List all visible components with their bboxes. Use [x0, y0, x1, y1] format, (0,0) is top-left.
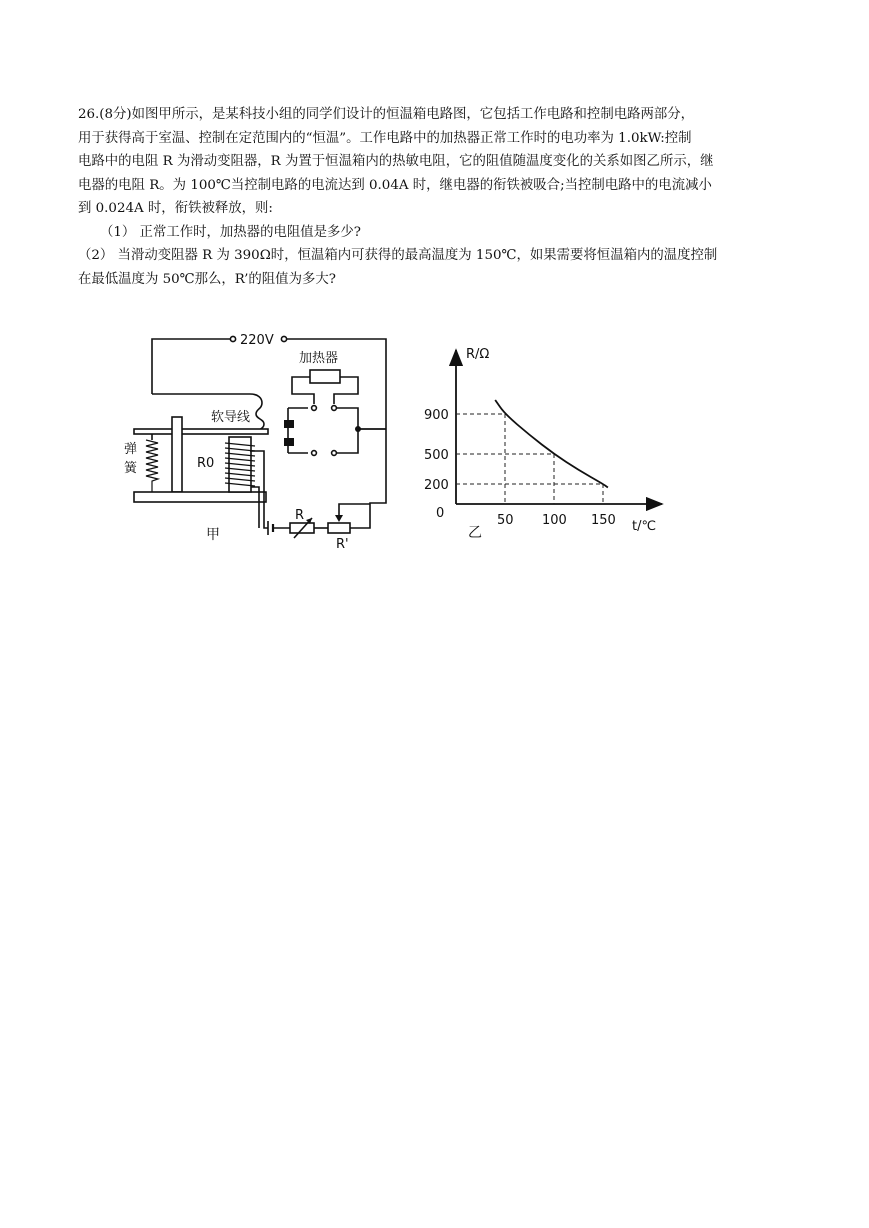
r0-label: R0 [197, 456, 215, 471]
upper-insulator [284, 420, 294, 428]
contact-wire-upper [336, 408, 386, 429]
upper-contact-right [332, 406, 337, 411]
y-tick-label: 200 [424, 478, 449, 493]
spring-label-2: 簧 [124, 461, 138, 476]
x-tick-label: 150 [591, 513, 616, 528]
question-line: 用于获得高于室温、控制在定范围内的“恒温”。工作电路中的加热器正常工作时的电功率为 1.0kW:控制 [78, 130, 692, 146]
upper-contact-left [312, 406, 317, 411]
rheostat-r-prime [328, 523, 350, 533]
heater-resistor [310, 370, 340, 383]
x-axis-label: t/℃ [632, 519, 657, 534]
origin-label: 0 [436, 506, 445, 521]
terminal-left [230, 336, 235, 341]
y-axis-label: R/Ω [466, 347, 490, 362]
question-text [78, 103, 793, 291]
control-wire-left [255, 451, 268, 528]
heater-label: 加热器 [299, 351, 339, 366]
voltage-label: 220V [240, 333, 274, 348]
figure-caption-yi: 乙 [468, 525, 482, 541]
question-line: 26.(8分)如图甲所示，是某科技小组的同学们设计的恒温箱电路图，它包括工作电路和控制电路两部分， [78, 107, 695, 122]
supply-wire-left [152, 339, 230, 394]
relay-base [134, 492, 266, 502]
resistance-temperature-chart [416, 330, 676, 550]
question-line: 电路中的电阻 R 为滑动变阻器，R 为置于恒温箱内的热敏电阻，它的阻值随温度变化的关系如图乙所示，继 [78, 154, 714, 169]
spring-coil [146, 440, 158, 492]
question-line: 电器的电阻 R。为 100℃当控制电路的电流达到 0.04A 时，继电器的衔铁被吸合;当控制电路中的电流减小 [78, 177, 712, 193]
x-tick-label: 50 [497, 513, 514, 528]
soft-wire-label: 软导线 [211, 410, 251, 425]
series-curve [495, 400, 608, 488]
sub-question-2-line: （2） 当滑动变阻器 R 为 390Ω时，恒温箱内可获得的最高温度为 150℃，如果需要将恒温箱内的温度控制 [78, 248, 718, 263]
sub-question-2-line: 在最低温度为 50℃那么，R’的阻值为多大? [78, 271, 336, 287]
control-wire-right [350, 429, 386, 528]
slider-arrow [335, 515, 343, 522]
armature [134, 429, 268, 434]
x-tick-label: 100 [542, 513, 567, 528]
r-prime-label: R' [336, 537, 349, 552]
terminal-right [281, 336, 286, 341]
lower-contact-right [332, 451, 337, 456]
contact-wire-lower [336, 429, 358, 453]
figure-caption-jia: 甲 [206, 527, 220, 543]
question-line: 到 0.024A 时，衔铁被释放，则: [78, 201, 273, 216]
slider-wire [339, 504, 370, 517]
y-tick-label: 900 [424, 408, 449, 423]
pivot-post [172, 417, 182, 492]
y-tick-label: 500 [424, 448, 449, 463]
sub-question-1: （1） 正常工作时，加热器的电阻值是多少? [100, 224, 361, 240]
r-label: R [295, 508, 305, 523]
lower-contact-left [312, 451, 317, 456]
circuit-diagram [118, 322, 398, 554]
spring-label-1: 弹 [124, 442, 138, 457]
lower-insulator [284, 438, 294, 446]
